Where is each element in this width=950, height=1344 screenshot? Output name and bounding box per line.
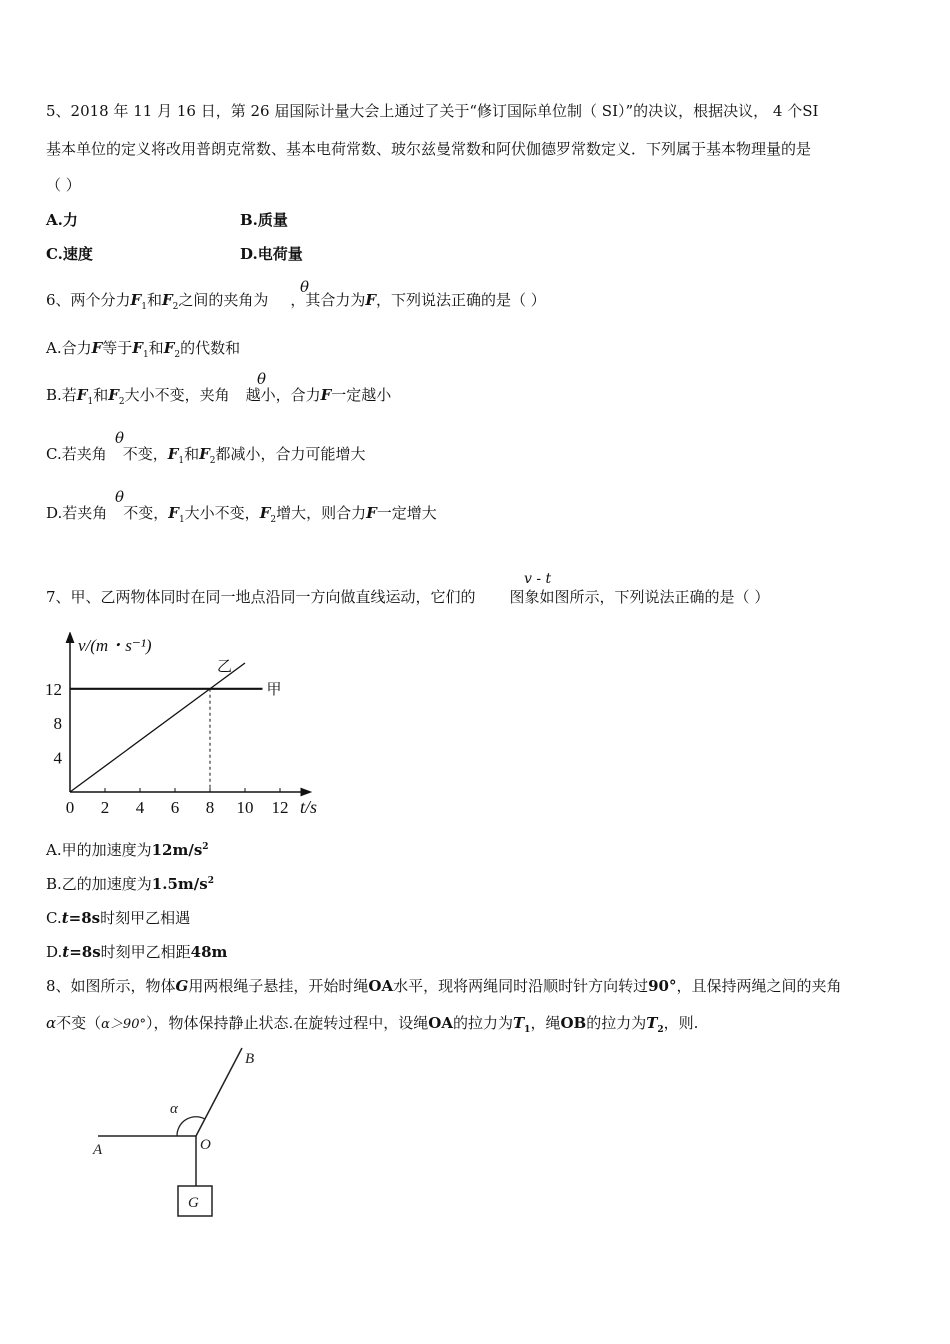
- q8-line1: 8、如图所示，物体G用两根绳子悬挂，开始时绳OA水平，现将两绳同时沿顺时针方向转过90°，且保持两绳之间的夹角: [46, 977, 842, 995]
- label-b: B: [245, 1051, 255, 1067]
- q6-option-d: D.若夹角 不变，$F_1$大小不变，$F_2$增大，则合力F一定增大: [46, 504, 437, 525]
- x-tick-label: 8: [205, 798, 215, 817]
- vt-chart: [40, 632, 340, 822]
- series-label-yi: 乙: [217, 659, 233, 675]
- q6-d-theta-symbol: θ: [115, 488, 125, 506]
- q5-line2: 基本单位的定义将改用普朗克常数、基本电荷常数、玻尔兹曼常数和阿伏伽德罗常数定义．下列属于基本物理量的是: [46, 140, 812, 158]
- q6-stem: 6、两个分力$F_1$和$F_2$之间的夹角为 ，其合力为F，下列说法正确的是（ ）: [46, 291, 546, 312]
- q6-b-theta-symbol: θ: [257, 370, 267, 388]
- q5-option-d: D.电荷量: [240, 245, 303, 263]
- chart-xlabel: t/s: [300, 797, 318, 817]
- q5-line1: 5、2018 年 11 月 16 日，第 26 届国际计量大会上通过了关于“修订国际单位制（ SI）”的决议，根据决议， 4 个SI: [46, 102, 819, 120]
- x-tick-label: 2: [100, 798, 110, 817]
- label-a: A: [93, 1142, 103, 1158]
- q6-option-a: A.合力F等于$F_1$和$F_2$的代数和: [46, 339, 241, 360]
- rope-diagram: [85, 1045, 285, 1230]
- q6-c-theta-symbol: θ: [115, 429, 125, 447]
- x-tick-label: 10: [236, 798, 254, 817]
- q7-option-c: C.t=8s时刻甲乙相遇: [46, 909, 191, 927]
- series-line-2: [70, 663, 245, 792]
- q5-option-c: C.速度: [46, 245, 93, 263]
- q7-stem: 7、甲、乙两物体同时在同一地点沿同一方向做直线运动，它们的 图象如图所示，下列说法正确的是（ ）: [46, 588, 770, 606]
- label-o: O: [200, 1137, 211, 1153]
- q7-vt-symbol: v - t: [524, 571, 552, 587]
- q7-option-a: A.甲的加速度为$12m/s^2$: [46, 841, 209, 859]
- q6-option-c: C.若夹角 不变，$F_1$和$F_2$都减小，合力可能增大: [46, 445, 366, 466]
- y-tick-label: 12: [45, 679, 62, 699]
- q7-option-d: D.t=8s时刻甲乙相距48m: [46, 943, 228, 961]
- y-tick-label: 4: [53, 748, 62, 768]
- y-tick-label: 8: [53, 714, 62, 734]
- q6-option-b: B.若$F_1$和$F_2$大小不变，夹角 越小，合力F一定越小: [46, 386, 392, 407]
- label-alpha: α: [170, 1101, 178, 1117]
- q8-line2: α不变（α＞90°），物体保持静止状态.在旋转过程中，设绳OA的拉力为$T_1$，绳OB的拉力为$T_2$，则.: [46, 1014, 699, 1035]
- series-label-jia: 甲: [266, 681, 282, 698]
- q7-option-b: B.乙的加速度为$1.5m/s^2$: [46, 875, 214, 893]
- label-g: G: [188, 1195, 199, 1211]
- x-tick-label: 0: [65, 798, 75, 817]
- q6-theta-symbol: θ: [300, 278, 310, 296]
- q5-option-b: B.质量: [240, 211, 288, 229]
- chart-ylabel: v/(m・s⁻¹): [78, 636, 152, 655]
- rope-ob: [196, 1048, 242, 1136]
- x-tick-label: 12: [271, 798, 289, 817]
- q5-line3: （ ）: [46, 176, 81, 194]
- x-tick-label: 4: [135, 798, 145, 817]
- x-tick-label: 6: [170, 798, 180, 817]
- q5-option-a: A.力: [46, 211, 78, 229]
